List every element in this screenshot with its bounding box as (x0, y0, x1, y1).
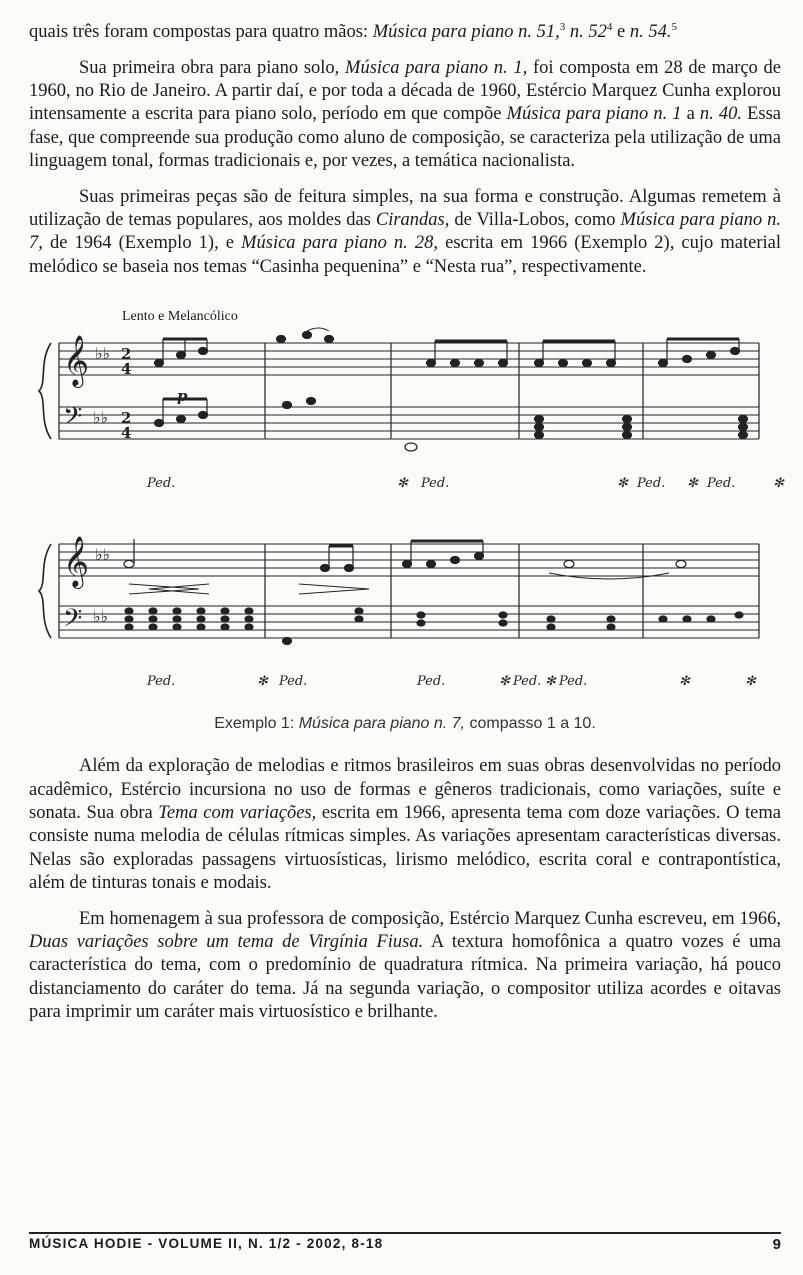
svg-text:𝄢: 𝄢 (63, 604, 83, 640)
svg-text:♭♭: ♭♭ (95, 545, 111, 565)
music-example-figure (29, 301, 784, 733)
pedal-mark: Ped. (707, 476, 736, 492)
paragraph-early-pieces: Suas primeiras peças são de feitura simples, na sua forma e construção. Algumas remetem à utilização de temas populares, aos moldes das Cirandas, de Villa-Lobos, como Música para piano n. 7, de 1964 (Exemplo 1), e Música para piano n. 28, escrita em 1966 (Exemplo 2), cujo material melódico se baseia nos temas “Casinha pequenina” e “Nesta rua”, respectivamente. (29, 186, 781, 277)
pedal-mark: Ped. (279, 674, 308, 690)
svg-text:♭♭: ♭♭ (93, 607, 109, 627)
journal-citation: MÚSICA HODIE - VOLUME II, N. 1/2 - 2002, 8-18 (29, 1236, 384, 1251)
svg-text:4: 4 (121, 360, 132, 379)
tempo-marking: Lento e Melancólico (122, 309, 238, 325)
svg-text:𝄞: 𝄞 (63, 536, 90, 588)
pedal-mark: Ped. (637, 476, 666, 492)
pedal-mark: Ped. (559, 674, 588, 690)
pedal-mark: Ped. (147, 674, 176, 690)
pedal-release: ✻ (397, 476, 408, 492)
paragraph-homage: Em homenagem à sua professora de composição, Estércio Marquez Cunha escreveu, em 1966, Duas variações sobre um tema de Virgínia Fiusa. A textura homofônica a quatro vozes é uma característica do tema, com o predomínio de quadratura rítmica. Na primeira variação, há pouco distanciamento do caráter do tema. Já na segunda variação, o compositor utiliza acordes e oitavas para imprimir um caráter mais virtuosístico e brilhante. (29, 908, 781, 1023)
svg-text:2: 2 (121, 409, 132, 428)
pedal-release: ✻ (773, 476, 784, 492)
svg-text:2: 2 (121, 345, 132, 364)
music-score-image (29, 301, 784, 711)
paragraph-forms: Além da exploração de melodias e ritmos brasileiros em suas obras desenvolvidas no período acadêmico, Estércio incursiona no uso de formas e gêneros tradicionais, como variações, suíte e sonata. Sua obra Tema com variações, escrita em 1966, apresenta tema com doze variações. O tema consiste numa melodia de células rítmicas simples. As variações apresentam características diversas. Nelas são exploradas passagens virtuosísticas, lirismo melódico, escrita coral e contrapontística, além de tinturas tonais e modais. (29, 756, 781, 894)
pedal-mark: Ped. (421, 476, 450, 492)
svg-text:4: 4 (121, 424, 132, 443)
pedal-mark: Ped. (417, 674, 446, 690)
dynamic-marking: p (177, 387, 188, 406)
svg-text:♭♭: ♭♭ (93, 408, 109, 428)
pedal-release: ✻ (257, 674, 268, 690)
page-number: 9 (772, 1236, 781, 1253)
pedal-release: ✻ (545, 674, 556, 690)
pedal-release: ✻ (617, 476, 628, 492)
svg-text:♭♭: ♭♭ (95, 344, 111, 364)
pedal-release: ✻ (687, 476, 698, 492)
paragraph-first-work: Sua primeira obra para piano solo, Música para piano n. 1, foi composta em 28 de março de 1960, no Rio de Janeiro. A partir daí, e por toda a década de 1960, Estércio Marquez Cunha explorou intensamente a escrita para piano solo, período em que compõe Música para piano n. 1 a n. 40. Essa fase, que compreende sua produção como aluno de composição, se caracteriza pela utilização de uma linguagem tonal, formas tradicionais e, por vezes, a temática nacionalista. (29, 57, 781, 172)
pedal-mark: Ped. (147, 476, 176, 492)
pedal-release: ✻ (679, 674, 690, 690)
svg-text:𝄢: 𝄢 (63, 402, 83, 438)
paragraph-continuation: quais três foram compostas para quatro mãos: Música para piano n. 51,$^3$ n. $52^4$ e n. 54.$^5$ (29, 21, 677, 43)
running-footer (29, 1232, 781, 1253)
pedal-release: ✻ (745, 674, 756, 690)
figure-caption: Exemplo 1: Música para piano n. 7, compasso 1 a 10. (214, 715, 596, 733)
pedal-mark: Ped. (513, 674, 542, 690)
page-content (29, 16, 784, 1025)
pedal-release: ✻ (499, 674, 510, 690)
svg-text:𝄞: 𝄞 (63, 335, 90, 387)
